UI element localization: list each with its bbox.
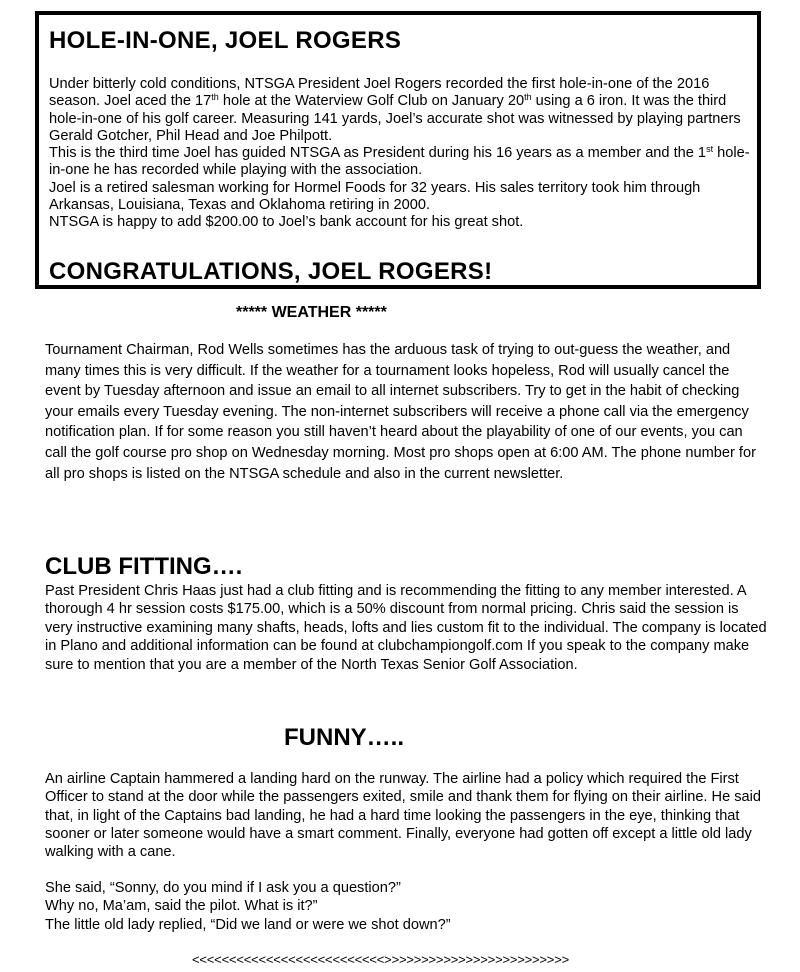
hole-in-one-body [49,76,761,232]
text-run: hole at the Waterview Golf Club on January 20 [218,93,525,110]
text-run: using a 6 iron. It was the third hole-in-one of his golf career. Measuring 141 yards, Joel’s accurate shot was witnessed by playing partners Gerald Gotcher, Phil Head and Joe Philpott. [49,93,741,144]
weather-title: ***** WEATHER ***** [236,304,387,321]
hole-in-one-box [35,11,761,289]
hole-in-one-title: HOLE-IN-ONE, JOEL ROGERS [49,27,402,54]
text-run: Under bitterly cold conditions, NTSGA President Joel Rogers recorded the first hole-in-one of the 2016 season. Joel aced the 17 [49,76,710,110]
hole-in-one-paragraph: Joel is a retired salesman working for Hormel Foods for 32 years. His sales territory took him through Arkansas, Louisiana, Texas and Oklahoma retiring in 2000. [49,179,701,214]
superscript: th [524,92,532,103]
text-run: hole-in-one he has recorded while playing with the association. [49,145,750,179]
superscript: st [706,144,714,155]
dialogue-line: She said, “Sonny, do you mind if I ask you a question?” [45,880,401,896]
hole-in-one-paragraph: NTSGA is happy to add $200.00 to Joel’s bank account for his great shot. [49,214,524,231]
weather-body: Tournament Chairman, Rod Wells sometimes has the arduous task of trying to out-guess the weather, and many times this is very difficult. If the weather for a tournament looks hopeless, Rod will usually cancel the event by Tuesday afternoon and issue an email to all internet subscribers. Try to get in the habit of checking your emails every Tuesday evening. The non-internet subscribers will receive a phone call via the emergency notification plan. If for some reason you still haven’t heard about the playability of one of our events, you can call the golf course pro shop on Wednesday morning. Most pro shops open at 6:00 AM. The phone number for all pro shops is listed on the NTSGA schedule and also in the current newsletter. [45,342,756,482]
funny-body: An airline Captain hammered a landing hard on the runway. The airline had a policy which required the First Officer to stand at the door while the passengers exited, smile and thank them for flying on their airline. He said that, in light of the Captains bad landing, he had a hard time looking the passengers in the eye, thinking that sooner or later someone would have a smart comment. Finally, everyone had gotten off except a little old lady walking with a cane. [45,771,762,861]
funny-title: FUNNY….. [284,724,404,751]
text-run: This is the third time Joel has guided NTSGA as President during his 16 years as a member and the 1 [49,145,707,162]
funny-dialogue [45,879,767,934]
dialogue-line: Why no, Ma’am, said the pilot. What is it?” [45,898,318,915]
hole-in-one-paragraph [49,145,761,180]
dialogue-line: The little old lady replied, “Did we land or were we shot down?” [45,916,451,933]
congratulations-heading: CONGRATULATIONS, JOEL ROGERS! [49,258,493,285]
hole-in-one-paragraph [49,76,761,145]
superscript: th [211,92,219,103]
club-fitting-title: CLUB FITTING…. [45,553,243,580]
club-fitting-body: Past President Chris Haas just had a club fitting and is recommending the fitting to any member interested. A thorough 4 hr session costs $175.00, which is a 50% discount from normal pricing. Chris said the session is very instructive examining many shafts, heads, lofts and lies custom fit to the individual. The company is located in Plano and additional information can be found at clubchampiongolf.com If you speak to the company make sure to mention that you are a member of the North Texas Senior Golf Association. [45,583,767,673]
section-divider: <<<<<<<<<<<<<<<<<<<<<<<<<<>>>>>>>>>>>>>>>>>>>>>>>>> [192,952,569,967]
